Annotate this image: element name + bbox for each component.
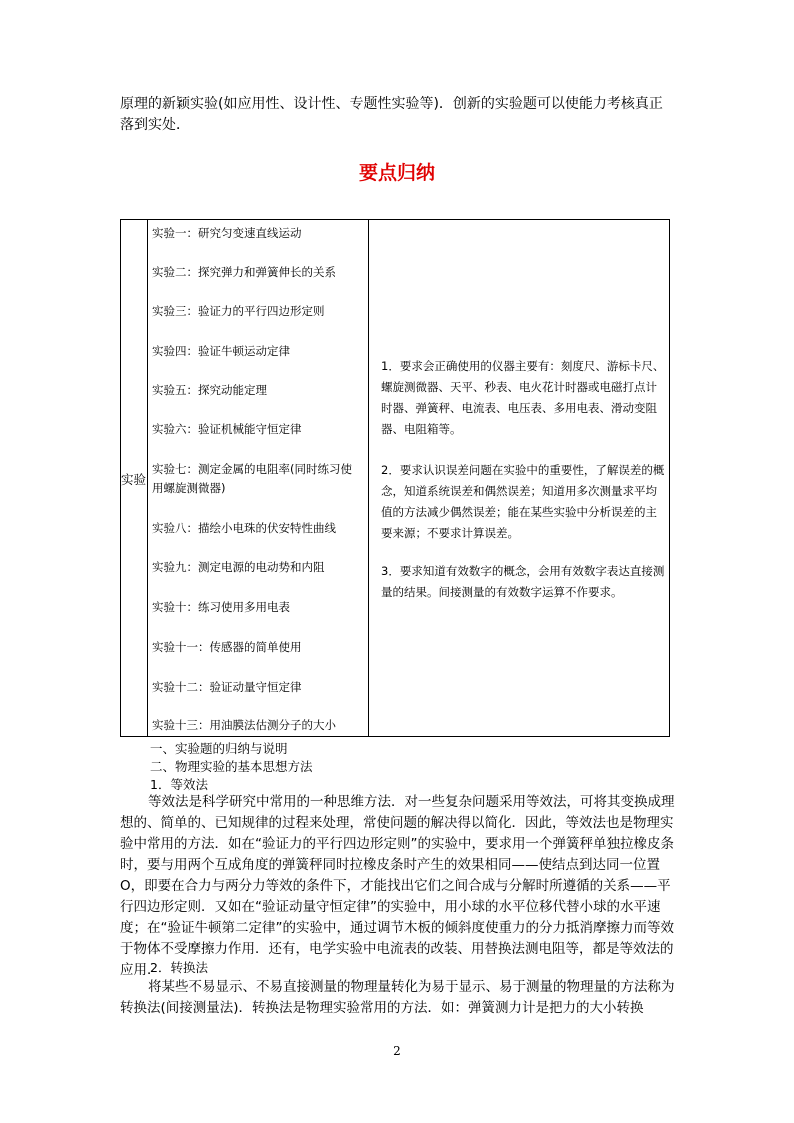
experiment-item: 实验五：探究动能定理 <box>152 383 267 397</box>
experiment-item: 实验一：研究匀变速直线运动 <box>152 226 302 240</box>
experiment-item: 实验十二：验证动量守恒定律 <box>152 680 302 694</box>
experiment-item: 实验六：验证机械能守恒定律 <box>152 422 302 436</box>
experiment-item: 实验十三：用油膜法估测分子的大小 <box>152 718 336 732</box>
experiment-item: 实验八：描绘小电珠的伏安特性曲线 <box>152 521 336 535</box>
section-heading: 要点归纳 <box>358 162 435 184</box>
experiment-item: 实验四：验证牛顿运动定律 <box>152 344 290 358</box>
table-divider <box>368 219 369 737</box>
experiment-item: 实验二：探究弹力和弹簧伸长的关系 <box>152 265 336 279</box>
experiment-item: 实验十：练习使用多用电表 <box>152 600 290 614</box>
experiment-item: 实验九：测定电源的电动势和内阻 <box>152 560 325 574</box>
experiment-item: 实验十一：传感器的简单使用 <box>152 640 302 654</box>
page-number: 2 <box>393 1044 401 1058</box>
method-title: 2．转换法 <box>150 960 208 975</box>
method-paragraph: 等效法是科学研究中常用的一种思维方法．对一些复杂问题采用等效法，可将其变换成理想的、简单的、已知规律的过程来处理，常使问题的解决得以简化．因此，等效法也是物理实验中常用的方法．如在“验证力的平行四边形定则”的实验中，要求用一个弹簧秤单独拉橡皮条时，要与用两个互成角度的弹簧秤同时拉橡皮条时产生的效果相同——使结点到达同一位置O，即要在合力与两分力等效的条件下，才能找出它们之间合成与分解时所遵循的关系——平行四边形定则．又如在“验证动量守恒定律”的实验中，用小球的水平位移代替小球的水平速度；在“验证牛顿第二定律”的实验中，通过调节木板的倾斜度使重力的分力抵消摩擦力而等效于物体不受摩擦力作用．还有，电学实验中电流表的改装、用替换法测电阻等，都是等效法的应用． <box>120 794 675 978</box>
method-paragraph: 将某些不易显示、不易直接测量的物理量转化为易于显示、易于测量的物理量的方法称为转换法(间接测量法)．转换法是物理实验常用的方法．如：弹簧测力计是把力的大小转换 <box>120 979 675 1016</box>
intro-paragraph: 原理的新颖实验(如应用性、设计性、专题性实验等)．创新的实验题可以使能力考核真正落到实处． <box>120 96 663 133</box>
section-title: 一、实验题的归纳与说明 <box>150 741 288 756</box>
table-divider <box>147 219 148 737</box>
requirement-item: 3．要求知道有效数字的概念，会用有效数字表达直接测量的结果。间接测量的有效数字运算不作要求。 <box>381 564 665 599</box>
requirement-item: 1．要求会正确使用的仪器主要有：刻度尺、游标卡尺、螺旋测微器、天平、秒表、电火花计时器或电磁打点计时器、弹簧秤、电流表、电压表、多用电表、滑动变阻器、电阻箱等。 <box>381 359 665 436</box>
method-title: 1．等效法 <box>150 777 208 792</box>
experiment-item: 实验三：验证力的平行四边形定则 <box>152 304 325 318</box>
requirement-item: 2．要求认识误差问题在实验中的重要性，了解误差的概念，知道系统误差和偶然误差；知道用多次测量求平均值的方法减少偶然误差；能在某些实验中分析误差的主要来源；不要求计算误差。 <box>381 463 665 540</box>
section-title: 二、物理实验的基本思想方法 <box>150 759 313 774</box>
experiment-item: 实验七：测定金属的电阻率(同时练习使用螺旋测微器) <box>152 462 352 495</box>
table-category-label: 实验 <box>121 472 147 487</box>
